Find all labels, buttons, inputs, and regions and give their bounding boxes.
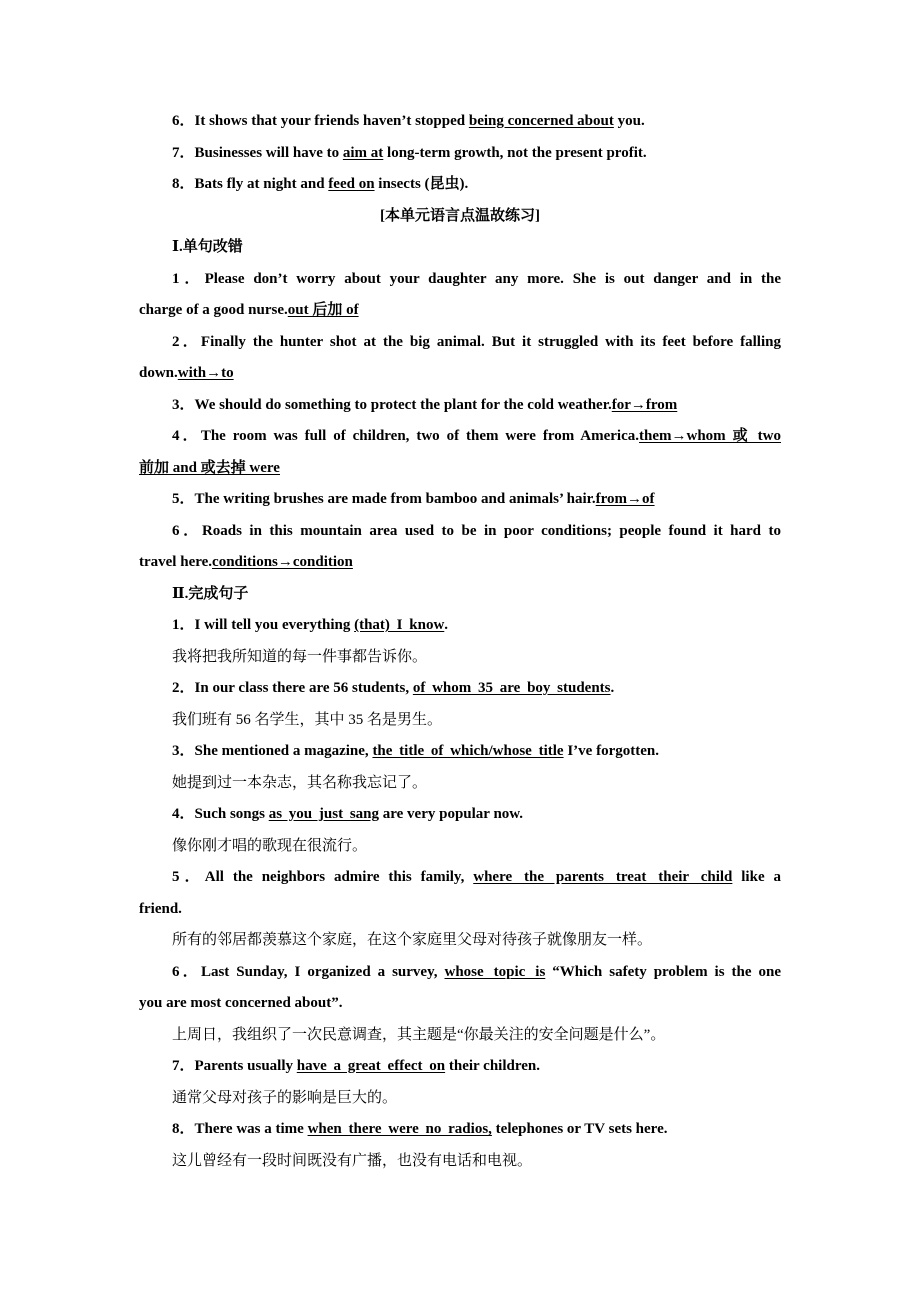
previous-item-7: 7．Businesses will have to aim at long-term growth, not the present profit. <box>172 144 647 161</box>
answer: 前加 and 或去掉 were <box>139 459 280 476</box>
part1-item-3: 3．We should do something to protect the plant for the cold weather.for→from <box>172 396 678 413</box>
part2-item-2: 2．In our class there are 56 students, of whom 35 are boy students. <box>172 680 615 696</box>
answer: them→whom 或 two <box>639 428 781 444</box>
previous-item-8: 8．Bats fly at night and feed on insects (昆虫). <box>172 176 469 192</box>
answer: with→to <box>177 365 234 381</box>
part1-item-6-line2: travel here.conditions→condition <box>139 554 353 570</box>
answer: aim at <box>342 144 384 161</box>
part2-item-7-translation: 通常父母对孩子的影响是巨大的。 <box>172 1089 398 1106</box>
answer: where the parents treat their child <box>473 869 733 885</box>
part2-item-2-translation: 我们班有 56 名学生，其中 35 名是男生。 <box>172 711 443 728</box>
part2-item-6-line1: 6．Last Sunday, I organized a survey, whose topic is “Which safety problem is the one <box>172 963 781 980</box>
answer: whose topic is <box>444 963 546 980</box>
answer: as you just sang <box>268 806 379 822</box>
answer: being concerned about <box>468 113 614 129</box>
part2-item-3-translation: 她提到过一本杂志，其名称我忘记了。 <box>172 774 428 791</box>
part2-item-4-translation: 像你刚才唱的歌现在很流行。 <box>172 837 368 854</box>
answer: have a great effect on <box>296 1058 446 1074</box>
part2-item-6-translation: 上周日，我组织了一次民意调查，其主题是“你最关注的安全问题是什么”。 <box>172 1026 666 1043</box>
answer: feed on <box>328 176 375 192</box>
part2-heading: Ⅱ.完成句子 <box>172 585 249 602</box>
part2-item-8: 8．There was a time when there were no radios, telephones or TV sets here. <box>172 1121 668 1137</box>
part1-item-1-line1: 1．Please don’t worry about your daughter any more. She is out danger and in the <box>172 270 781 287</box>
document-page <box>139 106 781 1177</box>
part2-item-1: 1．I will tell you everything (that) I know. <box>172 617 449 633</box>
answer: (that) I know <box>354 617 445 633</box>
answer: from→of <box>595 491 655 507</box>
answer: conditions→condition <box>212 554 353 570</box>
answer: out 后加 of <box>287 302 359 318</box>
part1-item-4-line2 <box>139 453 781 485</box>
answer: when there were no radios, <box>307 1121 492 1137</box>
previous-item-6: 6．It shows that your friends haven’t stopped being concerned about you. <box>172 113 645 129</box>
part2-item-4: 4．Such songs as you just sang are very popular now. <box>172 806 524 822</box>
part2-item-5-line1: 5．All the neighbors admire this family, where the parents treat their child like a <box>172 869 781 885</box>
part2-item-6-line2: you are most concerned about”. <box>139 995 343 1011</box>
part2-item-5-line2: friend. <box>139 900 182 917</box>
part1-item-6-line1: 6．Roads in this mountain area used to be in poor conditions; people found it hard to <box>172 522 781 539</box>
part1-item-1-line2: charge of a good nurse.out 后加 of <box>139 302 359 318</box>
part2-item-1-translation: 我将把我所知道的每一件事都告诉你。 <box>172 648 428 665</box>
part1-item-2-line1: 2．Finally the hunter shot at the big animal. But it struggled with its feet before falling <box>172 333 781 350</box>
part2-item-5-translation: 所有的邻居都羡慕这个家庭，在这个家庭里父母对待孩子就像朋友一样。 <box>172 932 653 948</box>
part1-item-2-line2: down.with→to <box>139 365 234 381</box>
answer: the title of which/whose title <box>372 743 564 759</box>
answer: for→from <box>611 396 678 413</box>
part2-item-7: 7．Parents usually have a great effect on their children. <box>172 1058 540 1074</box>
part1-item-4-line1: 4．The room was full of children, two of them were from America.them→whom 或 two <box>172 428 781 444</box>
part2-item-8-translation: 这儿曾经有一段时间既没有广播，也没有电话和电视。 <box>172 1152 533 1169</box>
part2-item-3: 3．She mentioned a magazine, the title of which/whose title I’ve forgotten. <box>172 743 659 759</box>
part1-item-5: 5．The writing brushes are made from bamboo and animals’ hair.from→of <box>172 491 655 507</box>
review-title: [本单元语言点温故练习] <box>380 207 540 224</box>
part1-heading: Ⅰ.单句改错 <box>172 239 243 255</box>
answer: of whom 35 are boy students <box>412 680 611 696</box>
